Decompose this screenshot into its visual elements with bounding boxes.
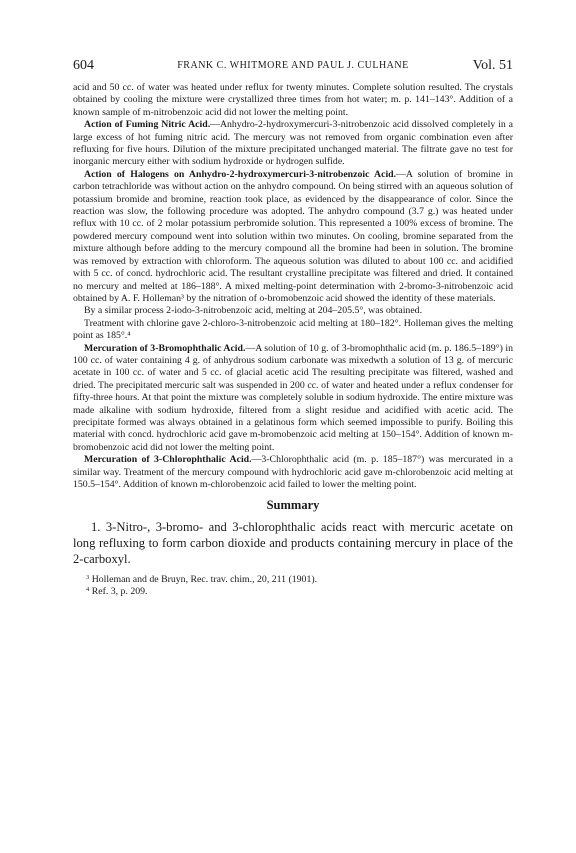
page-number: 604 [73,58,94,73]
summary-item: 1. 3-Nitro-, 3-bromo- and 3-chlorophthalic acids react with mercuric acetate on long refluxing to form carbon dioxide and products containing mercury in place of the 2-carboxyl. [73,520,513,567]
paragraph-fuming-nitric-acid [73,119,513,169]
run-in-heading: Action of Fuming Nitric Acid. [84,119,211,131]
footnote-mark: 3 [86,574,90,582]
paragraph-text: —A solution of 10 g. of 3-bromophthalic acid (m. p. 186.5–189°) in 100 cc. of water containing 4 g. of anhydrous sodium carbonate was mixedwth a solution of 13 g. of mercuric acetate in 100 cc. of water and 5 cc. of glacial acetic acid The resulting precipitate was filtered, washed and dried. The precipitated mercuric salt was suspended in 200 cc. of water and heated under a reflux condenser for fifty-three hours. At that point the mixture was completely soluble in sodium hydroxide. The entire mixture was made alkaline with sodium hydroxide, filtered from a slight residue and acidified with acetic acid. The precipitate formed was always obtained in a gelatinous form which seemed impossible to purify. Boiling this material with concd. hydrochloric acid gave m-bromobenzoic acid melting at 150–154°. Addition of known m-bromobenzoic acid did not lower the melting point. [73,342,513,453]
footnotes [73,574,513,598]
paragraph-action-of-halogens [73,169,513,305]
volume-label: Vol. 51 [472,58,513,73]
footnote-text: Ref. 3, p. 209. [91,586,148,598]
page-header [73,58,513,76]
run-in-heading: Mercuration of 3-Bromophthalic Acid. [84,342,246,354]
paragraph-text: —A solution of bromine in carbon tetrachloride was without action on the anhydro compound. On being stirred with an aqueous solution of potassium bromide and bromine, reaction took place, as evidenced by the disappearance of color. Since the reaction was slow, the following procedure was adopted. The anhydro compound (3.7 g.) was heated under reflux with 10 cc. of 2 molar potassium perbromide solution. This represented a 100% excess of bromine. The powdered mercury compound went into solution within two minutes. On cooling, bromine separated from the mixture although before adding to the mercury compound all the bromine had been in solution. The bromine was removed by extraction with chloroform. The aqueous solution was diluted to about 100 cc. and acidified with 5 cc. of concd. hydrochloric acid. The resultant crystalline precipitate was filtered and dried. It contained no mercury and melted at 186–188°. A mixed melting-point determination with 2-bromo-3-nitrobenzoic acid obtained by A. F. Holleman³ by the nitration of o-bromobenzoic acid showed the identity of these materials. [73,168,513,304]
summary-heading: Summary [266,498,320,513]
running-title: FRANK C. WHITMORE AND PAUL J. CULHANE [177,60,409,71]
article-body [73,82,513,598]
footnote-text: Holleman and de Bruyn, Rec. trav. chim., 20, 211 (1901). [91,574,318,586]
paragraph-iodo: By a similar process 2-iodo-3-nitrobenzoic acid, melting at 204–205.5°, was obtained. [84,305,423,317]
paragraph-chloro: Treatment with chlorine gave 2-chloro-3-nitrobenzoic acid melting at 180–182°. Holleman gives the melting point as 185°.⁴ [73,317,513,342]
paragraph-bromophthalic [73,343,513,455]
footnote [86,586,513,598]
run-in-heading: Action of Halogens on Anhydro-2-hydroxymercuri-3-nitrobenzoic Acid. [84,168,397,180]
run-in-heading: Mercuration of 3-Chlorophthalic Acid. [84,454,252,466]
paragraph-text: —Anhydro-2-hydroxymercuri-3-nitrobenzoic acid dissolved completely in a large excess of hot fuming nitric acid. The mercury was not removed from organic combination even after refluxing for five hours. Dilution of the mixture precipitated unchanged material. The filtrate gave no test for inorganic mercury either with sodium hydroxide or hydrogen sulfide. [73,119,513,168]
footnote [86,574,513,586]
footnote-mark: 4 [86,586,90,594]
paragraph-text: —3-Chlorophthalic acid (m. p. 185–187°) was mercurated in a similar way. Treatment of the mercury compound with hydrochloric acid gave m-chlorobenzoic acid melting at 150.5–154°. Addition of known m-chlorobenzoic acid failed to lower the melting point. [73,454,513,490]
paragraph-chlorophthalic [73,454,513,491]
paragraph-continuation: acid and 50 cc. of water was heated under reflux for twenty minutes. Complete solution resulted. The crystals obtained by cooling the mixture were crystallized three times from hot water; m. p. 141–143°. Addition of a known sample of m-nitrobenzoic acid did not lower the melting point. [73,82,513,118]
